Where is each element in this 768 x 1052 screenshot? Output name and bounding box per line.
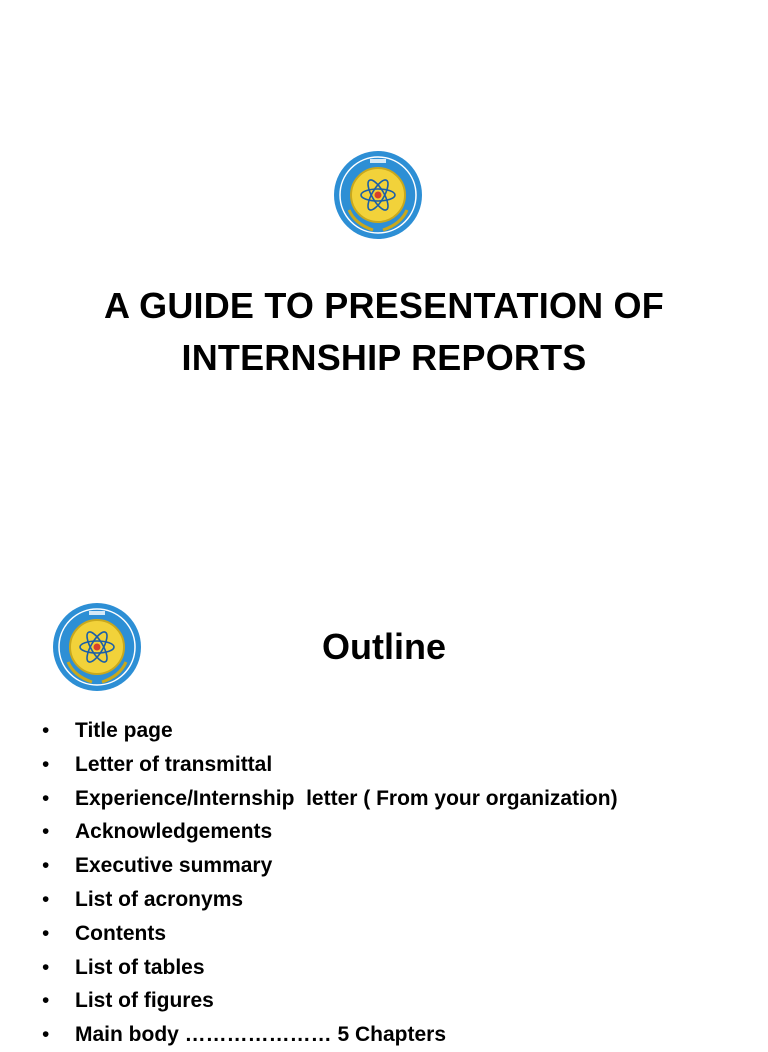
bullet-icon: • [42,887,50,911]
outline-heading: Outline [322,626,446,667]
outline-list [42,714,618,1052]
bullet-icon: • [42,820,50,844]
bullet-icon: • [42,752,50,776]
list-item: • Letter of transmittal [42,748,618,782]
university-seal-icon [333,150,423,240]
bullet-icon: • [42,989,50,1013]
list-item: • Title page [42,714,618,748]
bullet-icon: • [42,786,50,810]
list-item: • Executive summary [42,849,618,883]
outline-slide [0,576,768,1047]
bullet-icon: • [42,921,50,945]
list-item: • Contents [42,917,618,951]
university-seal-logo [333,150,423,240]
list-item: • List of figures [42,984,618,1018]
bullet-icon: • [42,955,50,979]
bullet-icon: • [42,719,50,742]
list-item: • List of acronyms [42,883,618,917]
list-item: • List of tables [42,951,618,985]
title-line-2: INTERNSHIP REPORTS [181,337,587,378]
list-item: • Main body ………………… 5 Chapters [42,1018,618,1052]
bullet-icon: • [42,1023,50,1047]
list-item: • Experience/Internship letter ( From your organization) [42,782,618,816]
presentation-title [40,280,728,384]
list-item: • Acknowledgements [42,815,618,849]
title-line-1: A GUIDE TO PRESENTATION OF [104,285,664,326]
bullet-icon: • [42,854,50,878]
